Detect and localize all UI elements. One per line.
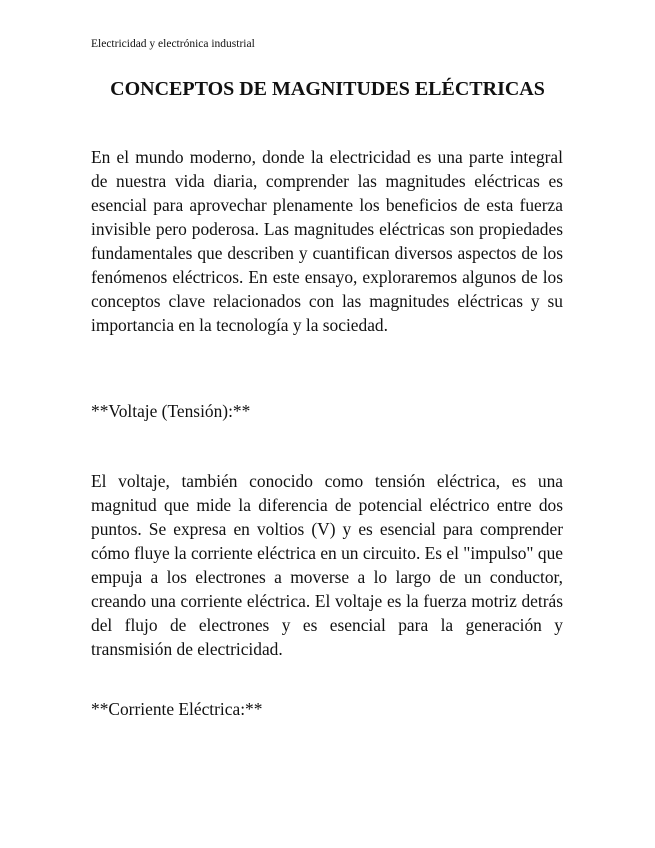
- document-title: CONCEPTOS DE MAGNITUDES ELÉCTRICAS: [110, 78, 545, 100]
- running-header: Electricidad y electrónica industrial: [91, 38, 255, 50]
- section-heading-corriente: **Corriente Eléctrica:**: [91, 699, 263, 719]
- intro-paragraph: En el mundo moderno, donde la electricidad es una parte integral de nuestra vida diaria, comprender las magnitudes eléctricas es esencial para aprovechar plenamente los beneficios de esta fuerza invisible pero poderosa. Las magnitudes eléctricas son propiedades fundamentales que describen y cuantifican diversos aspectos de los fenómenos eléctricos. En este ensayo, exploraremos algunos de los conceptos clave relacionados con las magnitudes eléctricas y su importancia en la tecnología y la sociedad.: [91, 147, 563, 335]
- section-body-voltaje: El voltaje, también conocido como tensión eléctrica, es una magnitud que mide la diferencia de potencial eléctrico entre dos puntos. Se expresa en voltios (V) y es esencial para comprender cómo fluye la corriente eléctrica en un circuito. Es el "impulso" que empuja a los electrones a moverse a lo largo de un conductor, creando una corriente eléctrica. El voltaje es la fuerza motriz detrás del flujo de electrones y es esencial para la generación y transmisión de electricidad.: [91, 471, 563, 659]
- section-heading-voltaje: **Voltaje (Tensión):**: [91, 401, 251, 421]
